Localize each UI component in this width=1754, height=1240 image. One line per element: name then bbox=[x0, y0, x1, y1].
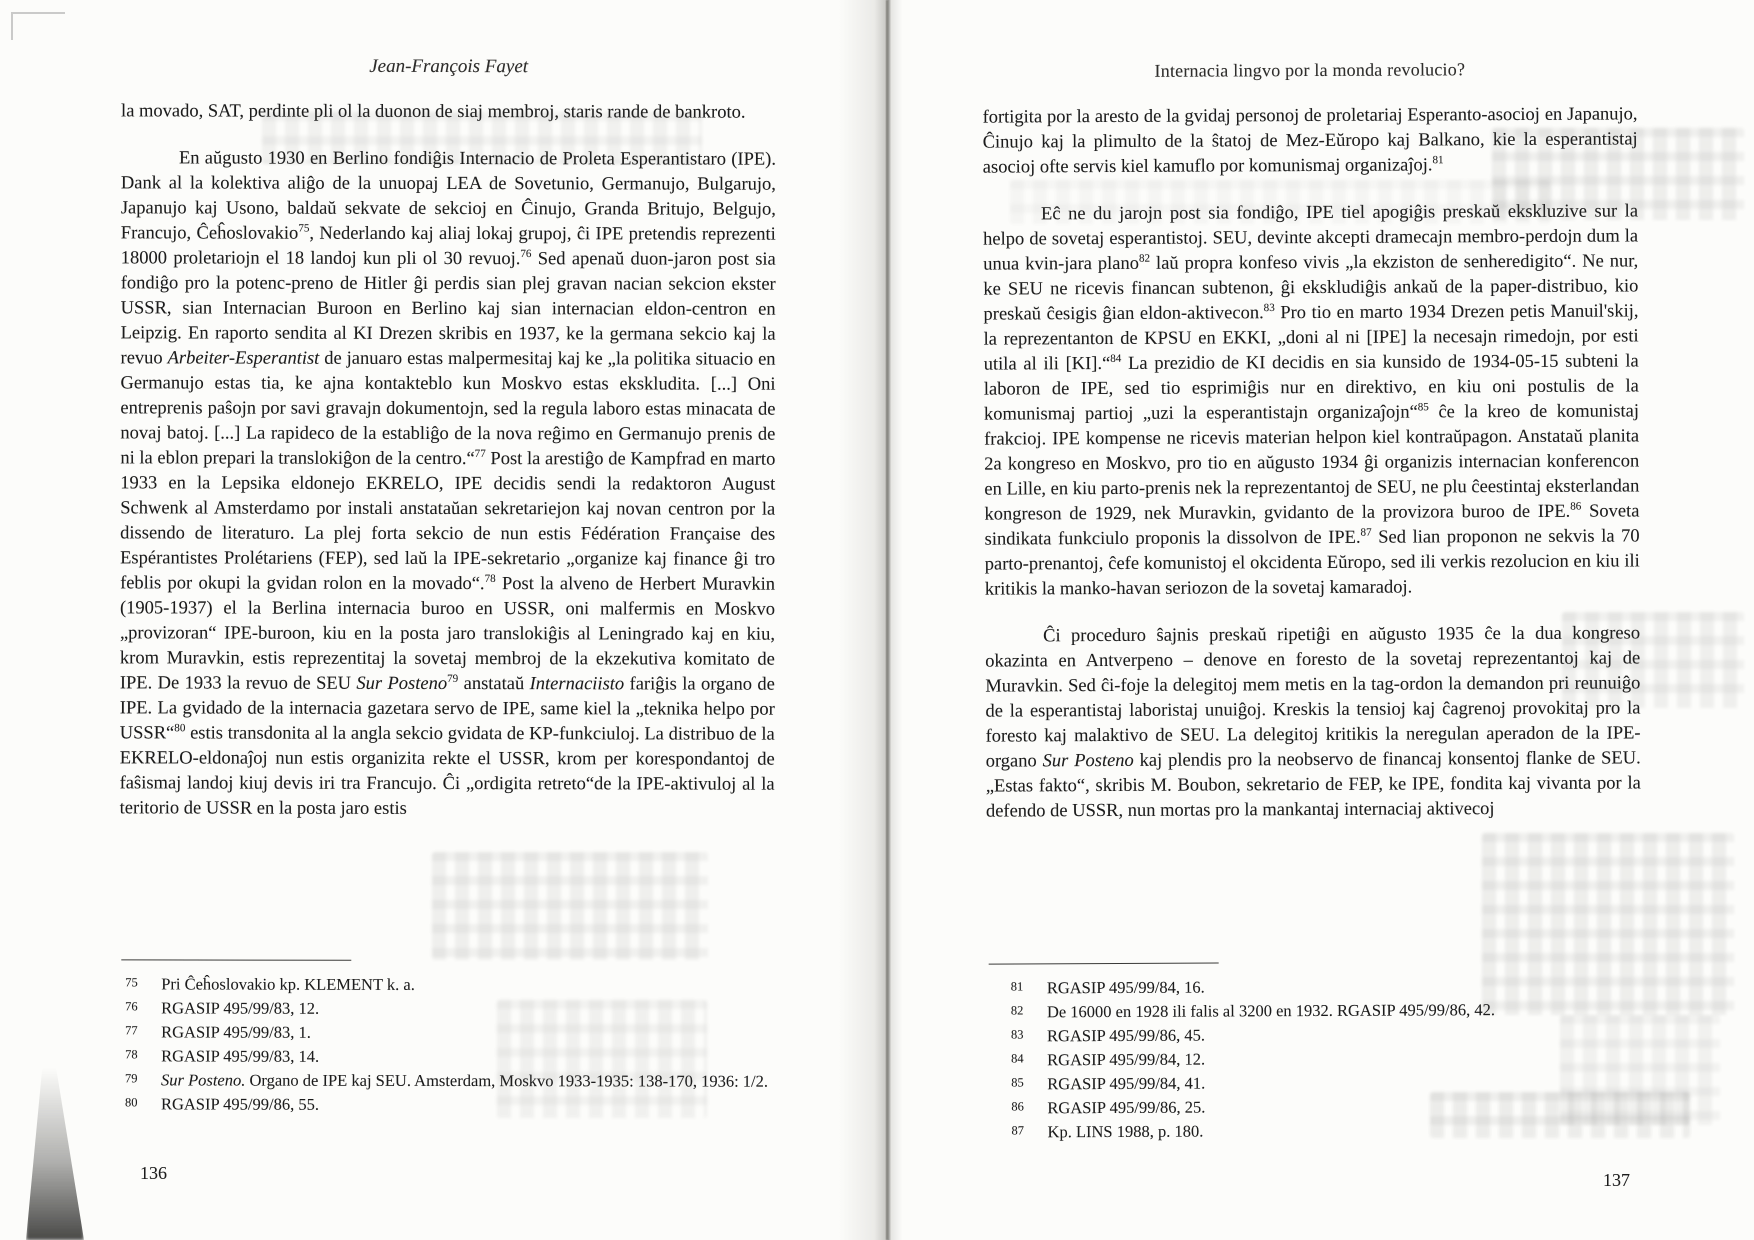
footnote-text: Sur Posteno. Organo de IPE kaj SEU. Amsterdam, Moskvo 1933-1935: 138-170, 1936: 1/2. bbox=[161, 1070, 769, 1091]
body-paragraph: En aŭgusto 1930 en Berlino fondiĝis Internacio de Proleta Esperantistaro (IPE). Dank al la kolektiva aliĝo de la unuopaj LEA de Sovetunio, Germanujo, Bulgarujo, Japanujo kaj Usono, baldaŭ sekvate de sekcioj en Ĉinujo, Granda Britujo, Belgujo, Francujo, Ĉeĥoslovakio$^{75}$, Nederlando kaj aliaj lokaj grupoj, ĉi IPE pretendis reprezenti 18000 proletariojn el 18 landoj kun pli ol 30 revuoj.$^{76}$ Sed apenaŭ duon-jaron post sia fondiĝo pro la potenc-preno de Hitler ĝi perdis sian plej gravan nacian sekcion ekster USSR, sian Internacian Buroon en Berlino kaj sian internacian eldon-centron en Leipzig. En raporto sendita al KI Drezen skribis en 1937, ke la germana sekcio kaj la revuo Arbeiter-Esperantist de januaro estas malpermesitaj kaj ke „la politika situacio en Germanujo estas tia, ke ajna kontakteblo kun Moskvo estas ekskludita. [...] Oni entreprenis paŝojn por savi gravajn dokumentojn, sed la regula laboro estas minacata de novaj batoj. [...] La rapideco de la establiĝo de la nova reĝimo en Germanujo prenis de ni la eblon prepari la translokiĝon de la centro.“$^{77}$ Post la arestiĝo de Kampfrad en marto 1933 en la Lepsika eldonejo EKRELO, IPE decidis sendi la redaktoron August Schwenk al Amsterdamo por instali anstataŭan sekretariejon kaj novan centron por la dissendo de literaturo. La plej forta sekcio de nun estis Fédération Française des Espérantistes Prolétariens (FEP), sed laŭ la IPE-sekretario „organize kaj finance ĝi tro feblis por okupi la gvidan rolon en la movado“.$^{78}$ Post la alveno de Herbert Muravkin (1905-1937) el la Berlina internacia buroo en USSR, oni malfermis en Moskvo „provizoran“ IPE-buroon, kiu en la posta jaro translokiĝis al Leningrado kaj en kiu, krom Muravkin, estis reprezentitaj la sovetaj membroj de la ekzekutiva komitato de IPE. De 1933 la revuo de SEU Sur Posteno$^{79}$ anstataŭ Internaciisto fariĝis la organo de IPE. La gvidado de la internacia gazetara servo de IPE, same kiel la „teknika helpo por USSR“$^{80}$ estis transdonita al la angla sekcio gvidata de KP-funkciuloj. La distribuo de la EKRELO-eldonaĵoj nun estis organizita rekte el USSR, krom per korespondantoj de faŝismaj landoj kiuj devis iri tra Francujo. Ĉi „ordigita retreto“de la IPE-aktivuloj al la teritorio de USSR en la posta jaro estis bbox=[119, 148, 776, 819]
footnote-number: 86 bbox=[1011, 1099, 1024, 1114]
footnote-number: 81 bbox=[1010, 979, 1024, 994]
footnote bbox=[987, 1021, 1642, 1048]
footnote-number: 80 bbox=[124, 1095, 138, 1110]
footnote-number: 75 bbox=[125, 975, 138, 990]
footnote bbox=[987, 1045, 1642, 1072]
footnote bbox=[119, 972, 774, 997]
page-number-left: 136 bbox=[140, 1163, 167, 1183]
footnote bbox=[987, 1093, 1642, 1120]
left-page-body bbox=[120, 99, 777, 844]
footnote-number: 82 bbox=[1010, 1003, 1024, 1018]
footnote bbox=[119, 1020, 774, 1045]
body-paragraph: la movado, SAT, perdinte pli ol la duonon de siaj membroj, staris rande de bankroto. bbox=[121, 101, 746, 123]
scan-edge-shadow bbox=[26, 1068, 84, 1240]
footnote-number: 84 bbox=[1011, 1051, 1024, 1066]
body-paragraph: Ĉi proceduro ŝajnis preskaŭ ripetiĝi en aŭgusto 1935 ĉe la dua kongreso okazinta en Antverpeno – denove en foresto de la sovetaj reprezentantoj kaj de Muravkin. Sed ĉi-foje la delegitoj mem metis en la tag-ordon la demandon pri reunuiĝo de la esperantistaj laboristaj unuiĝoj. Kreskis la tensioj kaj ĉagrenoj provokitaj pro la foresto kaj malaktivo de SEU. La delegitoj kritikis la neregulan aperadon de la IPE-organo Sur Posteno kaj plendis pro la neobservo de financaj konsentoj flanke de SEU. „Estas fakto“, skribis M. Boubon, sekretario de FEP, ke IPE, fondita kaj vivanta por la defendo de USSR, nun mortas pro la mankantaj internaciaj aktivecoj bbox=[985, 623, 1641, 822]
footnote-number: 79 bbox=[125, 1071, 138, 1086]
footnote bbox=[987, 973, 1642, 1000]
footnote bbox=[119, 1044, 774, 1069]
footnote-text: RGASIP 495/99/84, 12. bbox=[1047, 1049, 1206, 1070]
footnote bbox=[119, 1092, 774, 1117]
footnote-text: Pri Ĉeĥoslovakio kp. KLEMENT k. a. bbox=[161, 974, 415, 994]
footnote-text: RGASIP 495/99/86, 25. bbox=[1047, 1097, 1206, 1118]
footnote-text: RGASIP 495/99/84, 16. bbox=[1046, 977, 1205, 998]
footnote-text: De 16000 en 1928 ili falis al 3200 en 1932. RGASIP 495/99/86, 42. bbox=[1046, 1000, 1496, 1022]
footnote bbox=[119, 996, 774, 1021]
binding-line bbox=[886, 0, 888, 1240]
body-paragraph: fortigita por la aresto de la gvidaj personoj de proletariaj Esperanto-asocioj en Japanujo, Ĉinujo kaj la plimulto de la ŝtatoj de Mez-Eŭropo kaj Balkano, kie la esperantistaj asocioj ofte servis kiel kamuflo por komunismaj organizaĵoj.$^{81}$ bbox=[982, 104, 1638, 178]
running-head-title: Internacia lingvo por la monda revolucio? bbox=[1154, 59, 1466, 81]
gutter-shadow bbox=[838, 0, 908, 1240]
footnote bbox=[987, 1117, 1642, 1144]
footnote-rule bbox=[989, 962, 1219, 964]
page-number-right: 137 bbox=[1603, 1170, 1630, 1190]
right-page bbox=[982, 0, 1643, 1240]
body-paragraph: Eĉ ne du jarojn post sia fondiĝo, IPE tiel apogiĝis preskaŭ ekskluzive sur la helpo de sovetaj esperantistoj. SEU, devinte akcepti dramecajn membro-perdojn dum la unua kvin-jara plano$^{82}$ laŭ propra konfeso vivis „la ekziston de senheredigito“. Ne nur, ke SEU ne ricevis financan subtenon, ĝi ekskludiĝis ankaŭ de la paper-distribuo, kio preskaŭ ĉesigis ĝian eldon-aktivecon.$^{83}$ Pro tio en marto 1934 Drezen petis Manuil'skij, la reprezentanton de KPSU en EKKI, „doni al ni [IPE] la necesajn rimedojn, por esti utila al ili [KI].“$^{84}$ La prezidio de KI decidis en sia kunsido de 1934-05-15 subteni la laboron de IPE, sed tio esprimiĝis nur en direktivo, en kiu oni postulis de la komunismaj partioj „uzi la esperantistajn organizaĵojn“$^{85}$ ĉe la kreo de komunistaj frakcioj. IPE kompense ne ricevis materian helpon kiel kontraŭpagon. Anstataŭ planita 2a kongreso en Moskvo, pro tio en aŭgusto 1934 ĝi organizis internacian konferencon en Lille, en kiu parto-prenis nek la reprezentantoj de SEU, ne plu ĉeestintaj eksterlandan kongreson de 1929, nek Muravkin, gvidanto de la provizora buroo de IPE.$^{86}$ Soveta sindikata funkciulo proponis la dissolvon de IPE.$^{87}$ Sed lian proponon ne sekvis la 70 parto-prenantoj, ĉefe komunistoj el okcidenta Eŭropo, sed ili verkis rezolucion en kiu ili kritikis la manko-havan seriozon de la sovetaj kamaradoj. bbox=[983, 201, 1640, 600]
footnote-text: RGASIP 495/99/83, 12. bbox=[161, 998, 320, 1018]
right-page-footnotes bbox=[987, 960, 1643, 1144]
footnote-number: 78 bbox=[125, 1047, 138, 1062]
footnote-text: RGASIP 495/99/84, 41. bbox=[1047, 1073, 1206, 1094]
left-page bbox=[119, 0, 777, 1240]
footnote-number: 85 bbox=[1011, 1075, 1024, 1090]
footnote bbox=[987, 1069, 1642, 1096]
footnote-number: 83 bbox=[1010, 1027, 1024, 1042]
footnote-number: 87 bbox=[1011, 1123, 1025, 1138]
scan-corner-mark bbox=[11, 12, 65, 40]
footnote-number: 76 bbox=[125, 999, 138, 1014]
footnote bbox=[987, 997, 1642, 1024]
footnote bbox=[119, 1068, 774, 1093]
footnote-text: RGASIP 495/99/83, 14. bbox=[161, 1046, 320, 1066]
right-page-body bbox=[982, 102, 1641, 846]
footnote-text: RGASIP 495/99/83, 1. bbox=[161, 1022, 311, 1042]
footnote-text: Kp. LINS 1988, p. 180. bbox=[1047, 1121, 1204, 1142]
footnote-rule bbox=[121, 959, 351, 960]
footnote-number: 77 bbox=[125, 1023, 138, 1038]
footnote-text: RGASIP 495/99/86, 55. bbox=[160, 1094, 320, 1114]
left-page-footnotes bbox=[119, 959, 774, 1117]
running-head-author: Jean-François Fayet bbox=[369, 55, 529, 78]
footnote-text: RGASIP 495/99/86, 45. bbox=[1046, 1025, 1206, 1046]
